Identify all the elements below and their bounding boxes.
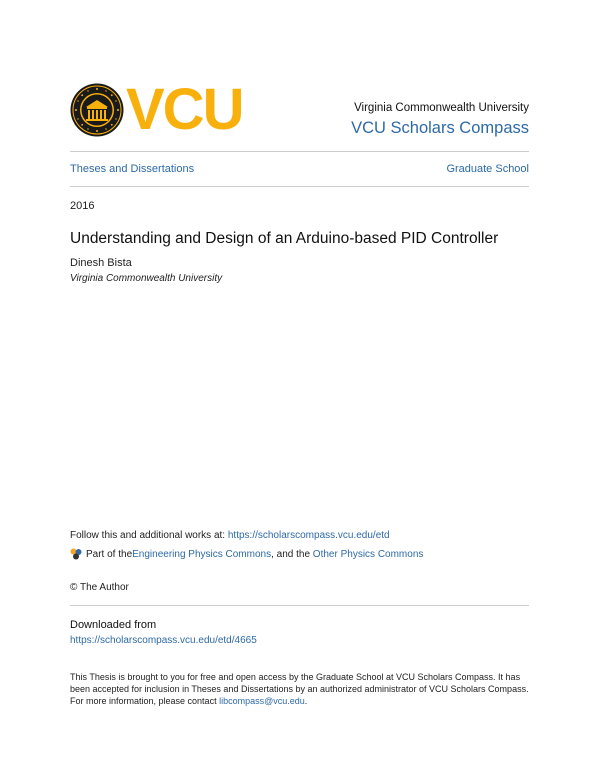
- copyright-notice: © The Author: [70, 582, 129, 593]
- download-url-link[interactable]: https://scholarscompass.vcu.edu/etd/4665: [70, 635, 257, 646]
- access-notice: [70, 671, 540, 707]
- school-link[interactable]: Graduate School: [446, 163, 529, 175]
- divider: [70, 151, 529, 152]
- document-title: Understanding and Design of an Arduino-based PID Controller: [70, 230, 499, 247]
- notice-contact-prefix: For more information, please contact: [70, 696, 220, 706]
- follow-prefix: Follow this and additional works at:: [70, 530, 228, 541]
- engineering-physics-commons-link[interactable]: Engineering Physics Commons: [132, 548, 272, 560]
- downloaded-from-heading: Downloaded from: [70, 619, 157, 631]
- notice-line: been accepted for inclusion in Theses and Dissertations by an authorized administrator of VCU Scholars Compass.: [70, 684, 529, 694]
- partof-mid: , and the: [271, 548, 313, 560]
- collection-link[interactable]: Theses and Dissertations: [70, 163, 195, 175]
- notice-line: This Thesis is brought to you for free and open access by the Graduate School at VCU Scholars Compass. It has: [70, 672, 521, 682]
- publication-year: 2016: [70, 200, 95, 212]
- partof-line: [70, 548, 423, 560]
- author-affiliation: Virginia Commonwealth University: [70, 273, 223, 284]
- follow-line: [70, 530, 390, 541]
- divider: [70, 605, 529, 606]
- vcu-seal-icon: [70, 83, 124, 137]
- author-name: Dinesh Bista: [70, 257, 132, 269]
- vcu-wordmark: VCU: [126, 77, 243, 142]
- repository-link[interactable]: VCU Scholars Compass: [351, 119, 529, 137]
- partof-prefix: Part of the: [86, 548, 133, 560]
- notice-line: [70, 695, 540, 707]
- notice-suffix: .: [304, 696, 308, 706]
- contact-email-link[interactable]: libcompass@vcu.edu: [219, 696, 305, 706]
- university-name: Virginia Commonwealth University: [354, 102, 529, 114]
- follow-url-link[interactable]: https://scholarscompass.vcu.edu/etd: [227, 530, 390, 541]
- other-physics-commons-link[interactable]: Other Physics Commons: [312, 548, 424, 560]
- divider: [70, 186, 529, 187]
- bepress-network-icon: [70, 548, 82, 560]
